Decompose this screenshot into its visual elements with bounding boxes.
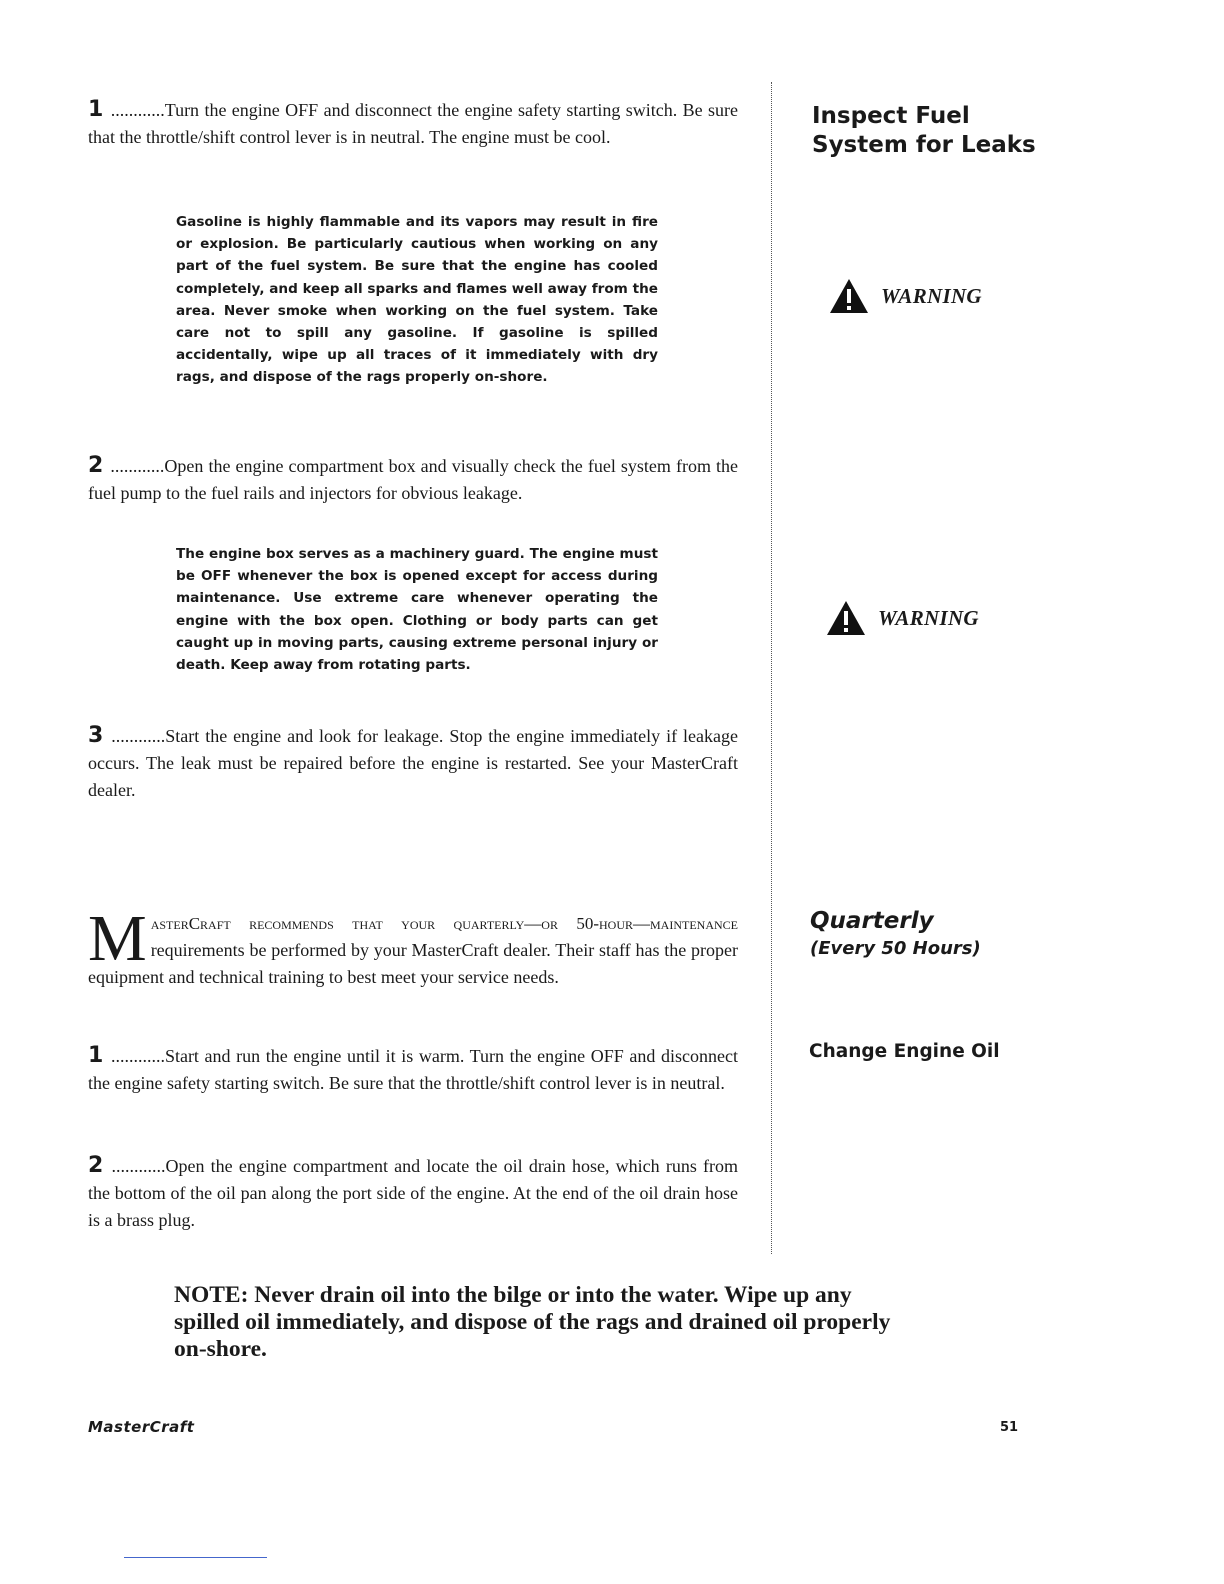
step-number: 1 [88,1043,104,1068]
note-oil-disposal: NOTE: Never drain oil into the bilge or into the water. Wipe up any spilled oil immediately, and dispose of the rags and drained oil properly on-shore. [174,1282,891,1362]
page-number: 51 [1000,1420,1019,1435]
step-number: 1 [88,97,104,122]
fuel-step-3 [88,722,738,804]
subheading-change-engine-oil: Change Engine Oil [809,1041,1000,1062]
column-divider [771,82,772,1254]
quarterly-intro [88,902,738,991]
oil-step-1 [88,1042,738,1097]
quarterly-title: Quarterly [810,908,934,934]
warning-text-gasoline: Gasoline is highly flammable and its vapors may result in fire or explosion. Be particularly cautious when working on any part of the fuel system. Be sure that the engine has cooled completely, and keep all sparks and flames well away from the area. Never smoke when working on the fuel system. Take care not to spill any gasoline. If gasoline is spilled accidentally, wipe up all traces of it immediately with dry rags, and dispose of the rags properly on-shore. [176,214,658,386]
step-leader-dots: ............ [110,100,165,120]
step-leader-dots: ............ [111,726,166,746]
warning-word: WARNING [881,283,982,308]
intro-smallcaps: asterCraft recommends that your quarterly—or 50-hour—maintenance [150,914,738,933]
section-heading-line-2: System for Leaks [812,132,1036,158]
step-text: Open the engine compartment box and visually check the fuel system from the fuel pump to the fuel rails and injectors for obvious leakage. [88,456,739,503]
section-heading-line-1: Inspect Fuel [812,103,970,129]
step-text: Turn the engine OFF and disconnect the engine safety starting switch. Be sure that the throttle/shift control lever is in neutral. The engine must be cool. [88,100,739,147]
step-number: 2 [88,1153,104,1178]
step-text: Open the engine compartment and locate the oil drain hose, which runs from the bottom of the oil pan along the port side of the engine. At the end of the oil drain hose is a brass plug. [88,1156,738,1230]
step-leader-dots: ............ [111,1156,166,1176]
bottom-rule [124,1557,267,1558]
section-heading-quarterly [810,906,981,962]
warning-label-2 [826,600,979,636]
quarterly-subtitle: (Every 50 Hours) [810,938,981,959]
warning-text-engine-box: The engine box serves as a machinery guard. The engine must be OFF whenever the box is opened except for access during maintenance. Use extreme care whenever operating the engine with the box open. Clothing or body parts can get caught up in moving parts, causing extreme personal injury or death. Keep away from rotating parts. [176,546,658,674]
step-text: Start the engine and look for leakage. Stop the engine immediately if leakage occurs. The leak must be repaired before the engine is restarted. See your MasterCraft dealer. [88,726,738,800]
drop-cap: M [88,902,147,975]
step-leader-dots: ............ [110,456,165,476]
footer-brand: MasterCraft [88,1418,195,1436]
warning-word: WARNING [878,605,979,630]
oil-step-2 [88,1152,738,1234]
step-leader-dots: ............ [110,1046,165,1066]
warning-label-1 [829,278,982,314]
fuel-step-1 [88,96,738,151]
fuel-step-2 [88,452,738,507]
warning-triangle-icon [829,278,869,314]
step-number: 2 [88,453,104,478]
warning-triangle-icon [826,600,866,636]
section-heading-inspect-fuel [812,102,1036,160]
intro-text: requirements be performed by your MasterCraft dealer. Their staff has the proper equipment and technical training to best meet your service needs. [88,940,738,987]
step-number: 3 [88,723,104,748]
step-text: Start and run the engine until it is warm. Turn the engine OFF and disconnect the engine safety starting switch. Be sure that the throttle/shift control lever is in neutral. [88,1046,738,1093]
